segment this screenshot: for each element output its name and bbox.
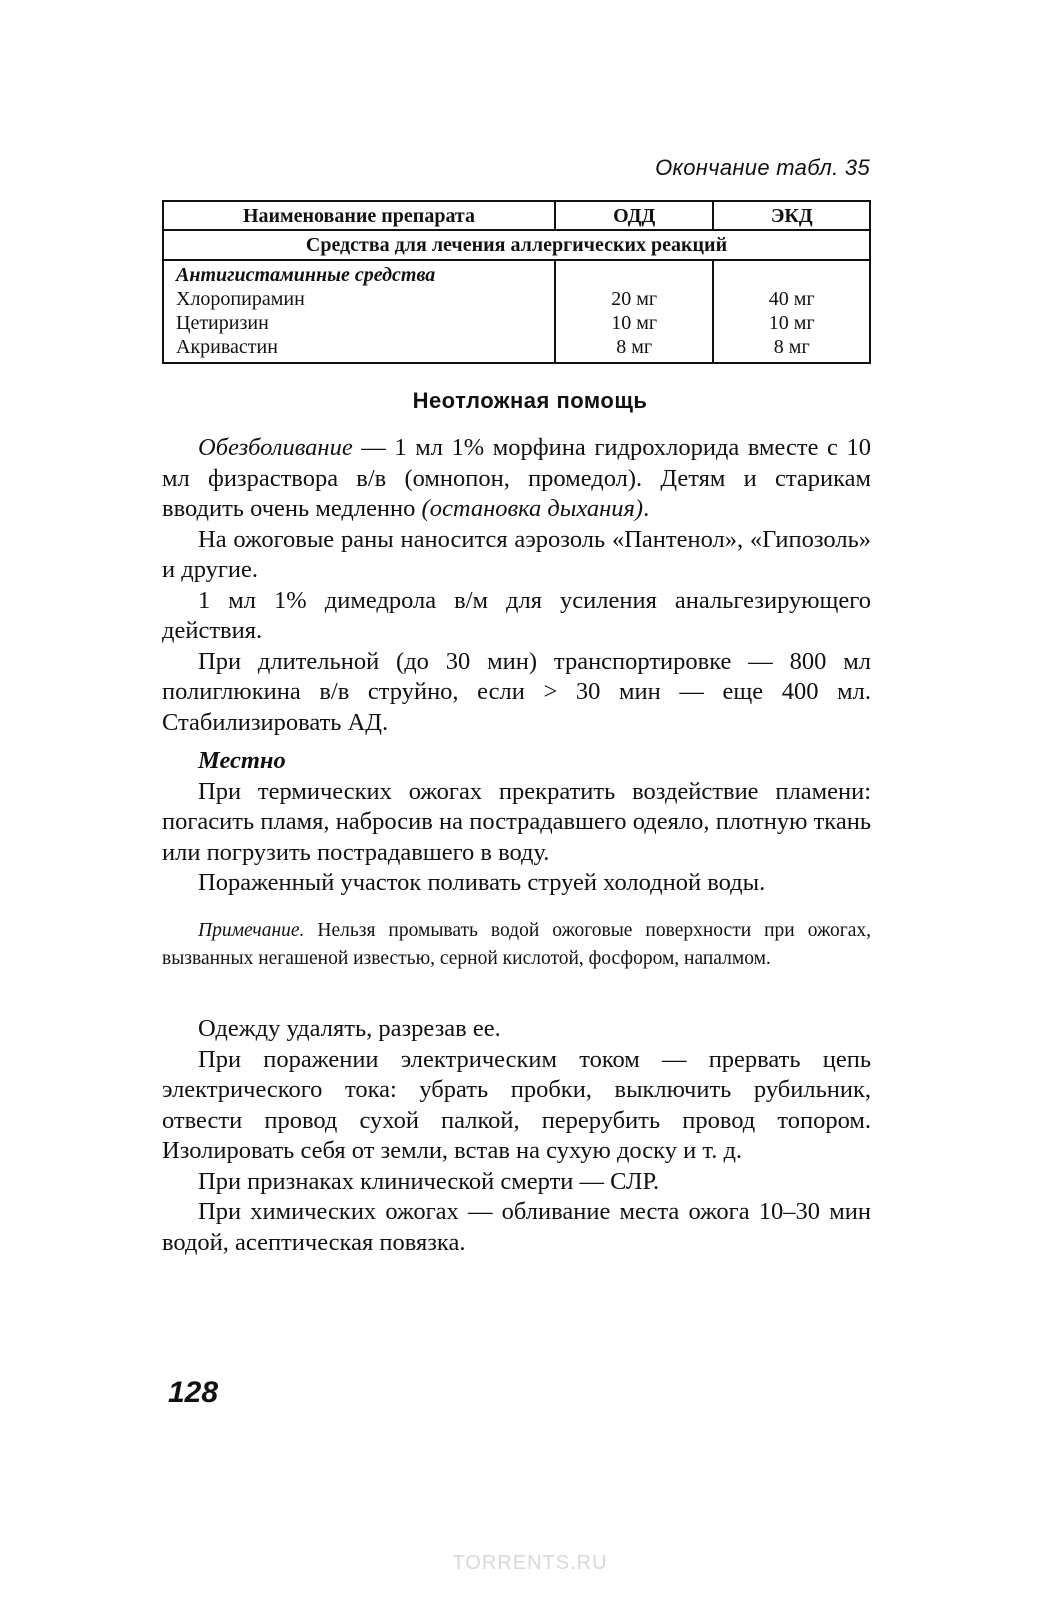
ekd-value: 40 мг	[713, 287, 870, 311]
column-header-ekd: ЭКД	[713, 201, 870, 230]
paragraph-thermal: При термических ожогах прекратить воздействие пламени: погасить пламя, набросив на пострадавшего одеяло, плотную ткань или погрузить пострадавшего в воду.	[162, 777, 871, 866]
body-text-local	[162, 746, 871, 899]
table-section-title: Средства для лечения аллергических реакций	[163, 230, 870, 260]
ekd-value: 8 мг	[713, 335, 870, 363]
paragraph-clothes: Одежду удалять, разрезав ее.	[198, 1015, 501, 1042]
column-header-drug-name: Наименование препарата	[163, 201, 555, 230]
paragraph-aerosol: На ожоговые раны наносится аэрозоль «Пантенол», «Гипозоль» и другие.	[162, 525, 871, 583]
page-number: 128	[168, 1376, 219, 1409]
table-row	[163, 287, 870, 311]
drug-name: Акривастин	[163, 335, 555, 363]
paragraph-text: — 1 мл 1% морфина гидрохлорида вместе с 10 мл физраствора в/в (омнопон, промедол). Детям и старикам вводить очень медленно	[162, 434, 871, 522]
ekd-value: 10 мг	[713, 311, 870, 335]
body-text-lower	[162, 1014, 871, 1258]
paragraph-lead-italic: Обезболивание	[198, 434, 353, 461]
drug-name: Цетиризин	[163, 311, 555, 335]
table-row	[163, 311, 870, 335]
paragraph-italic-note: (остановка дыхания)	[421, 495, 644, 522]
paragraph-text-end: .	[643, 495, 650, 522]
note-text: Нельзя промывать водой ожоговые поверхности при ожогах, вызванных негашеной известью, серной кислотой, фосфором, напалмом.	[162, 920, 871, 969]
watermark: TORRENTS.RU	[452, 1552, 608, 1574]
paragraph-chemical: При химических ожогах — обливание места ожога 10–30 мин водой, асептическая повязка.	[162, 1198, 871, 1256]
table-group-row	[163, 260, 870, 287]
paragraph-transport: При длительной (до 30 мин) транспортировке — 800 мл полиглюкина в/в струйно, если > 30 мин — еще 400 мл. Стабилизировать АД.	[162, 647, 871, 736]
table-cell	[555, 260, 714, 287]
paragraph-dimedrol: 1 мл 1% димедрола в/м для усиления анальгезирующего действия.	[162, 586, 871, 644]
table-caption: Окончание табл. 35	[655, 155, 870, 180]
note-block	[162, 917, 871, 973]
section-heading: Неотложная помощь	[412, 388, 648, 413]
drug-dosage-table	[162, 200, 871, 364]
table-group-title: Антигистаминные средства	[163, 260, 555, 287]
paragraph-analgesia	[162, 433, 871, 525]
table-header-row	[163, 201, 870, 230]
table-section-row	[163, 230, 870, 260]
table-cell	[713, 260, 870, 287]
paragraph-electric: При поражении электрическим током — прервать цепь электрического тока: убрать пробки, выключить рубильник, отвести провод сухой палкой, перерубить провод топором. Изолировать себя от земли, встав на сухую доску и т. д.	[162, 1045, 871, 1164]
odd-value: 8 мг	[555, 335, 714, 363]
paragraph-cold-water: Пораженный участок поливать струей холодной воды.	[198, 869, 766, 896]
column-header-odd: ОДД	[555, 201, 714, 230]
paragraph-clinical-death: При признаках клинической смерти — СЛР.	[198, 1167, 660, 1195]
note-paragraph	[162, 917, 871, 973]
body-text-upper	[162, 433, 871, 738]
note-label: Примечание.	[198, 920, 305, 941]
odd-value: 10 мг	[555, 311, 714, 335]
table-row	[163, 335, 870, 363]
drug-name: Хлоропирамин	[163, 287, 555, 311]
odd-value: 20 мг	[555, 287, 714, 311]
subheading-local: Местно	[198, 747, 286, 774]
